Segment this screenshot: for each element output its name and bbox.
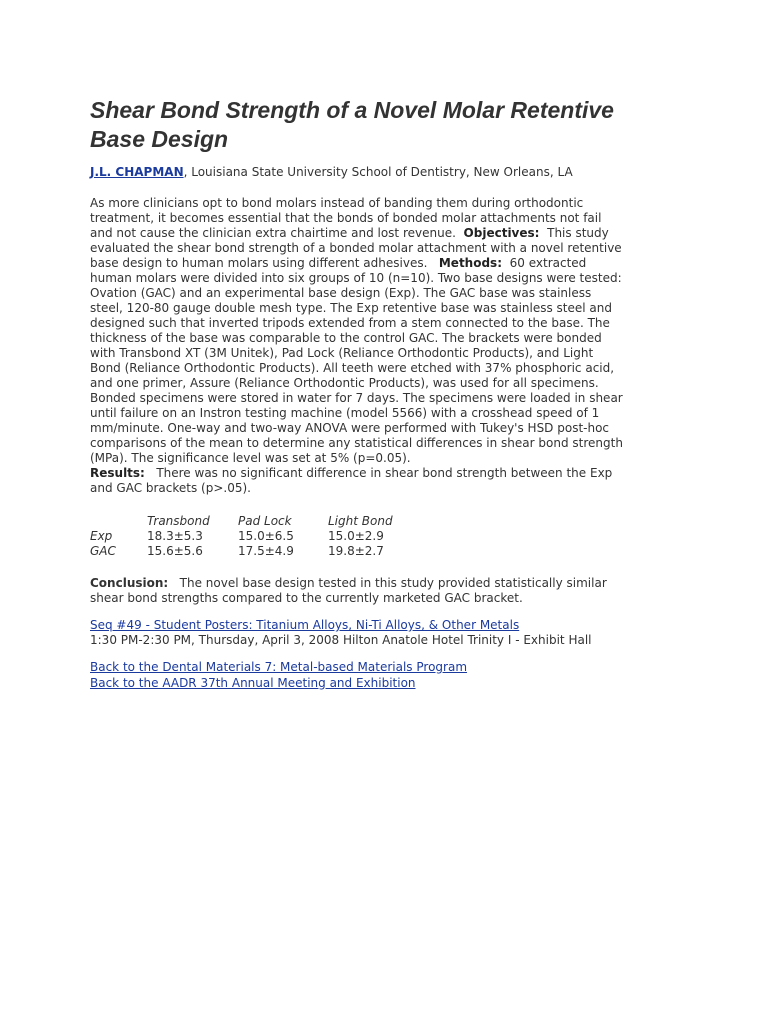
conclusion <box>90 576 626 606</box>
table-header-row <box>90 514 418 529</box>
table-cell: 18.3±5.3 <box>147 529 203 543</box>
session-details: 1:30 PM-2:30 PM, Thursday, April 3, 2008 Hilton Anatole Hotel Trinity I - Exhibit Hall <box>90 633 592 647</box>
row-label: Exp <box>90 529 113 543</box>
author-link[interactable]: J.L. CHAPMAN <box>90 165 184 179</box>
table-cell: 15.0±6.5 <box>238 529 294 543</box>
back-to-meeting-link[interactable]: Back to the AADR 37th Annual Meeting and Exhibition <box>90 676 416 690</box>
results-text: There was no significant difference in shear bond strength between the Exp and GAC brackets (p>.05). <box>90 466 613 495</box>
results-table <box>90 514 418 559</box>
back-to-program-link[interactable]: Back to the Dental Materials 7: Metal-based Materials Program <box>90 660 468 674</box>
table-header: Pad Lock <box>238 514 292 528</box>
table-cell: 19.8±2.7 <box>328 544 384 558</box>
abstract-body <box>90 196 626 496</box>
back-links <box>90 659 467 691</box>
page-title: Shear Bond Strength of a Novel Molar Retentive Base Design <box>90 97 614 152</box>
table-row <box>90 544 418 559</box>
methods-text: 60 extracted human molars were divided into six groups of 10 (n=10). Two base designs were tested: Ovation (GAC) and an experimental base design (Exp). The GAC base was stainless steel, 120-80 gauge double mesh type. The Exp retentive base was stainless steel and designed such that inverted tripods extended from a stem connected to the base. The thickness of the base was comparable to the control GAC. The brackets were bonded with Transbond XT (3M Unitek), Pad Lock (Reliance Orthodontic Products), and Light Bond (Reliance Orthodontic Products). All teeth were etched with 37% phosphoric acid, and one primer, Assure (Reliance Orthodontic Products), was used for all specimens. Bonded specimens were stored in water for 7 days. The specimens were loaded in shear until failure on an Instron testing machine (model 5566) with a crosshead speed of 1 mm/minute. One-way and two-way ANOVA were performed with Tukey's HSD post-hoc comparisons of the mean to determine any statistical differences in shear bond strength (MPa). The significance level was set at 5% (p=0.05). <box>90 256 623 465</box>
conclusion-label: Conclusion: <box>90 576 169 590</box>
table-cell: 17.5±4.9 <box>238 544 294 558</box>
session-info <box>90 618 650 648</box>
table-row <box>90 529 418 544</box>
table-header: Transbond <box>147 514 210 528</box>
objectives-text: This study evaluated the shear bond strength of a bonded molar attachment with a novel retentive base design to human molars using different adhesives. <box>90 226 622 270</box>
author-line <box>90 164 573 180</box>
table-header: Light Bond <box>328 514 393 528</box>
abstract-intro: As more clinicians opt to bond molars instead of banding them during orthodontic treatment, it becomes essential that the bonds of bonded molar attachments not fail and not cause the clinician extra chairtime and lost revenue. <box>90 196 602 240</box>
author-affiliation: , Louisiana State University School of Dentistry, New Orleans, LA <box>183 165 573 179</box>
table-cell: 15.0±2.9 <box>328 529 384 543</box>
session-link[interactable]: Seq #49 - Student Posters: Titanium Alloys, Ni-Ti Alloys, & Other Metals <box>90 618 520 632</box>
conclusion-text: The novel base design tested in this study provided statistically similar shear bond strengths compared to the currently marketed GAC bracket. <box>90 576 607 605</box>
table-corner <box>90 514 147 529</box>
methods-label: Methods: <box>438 256 502 270</box>
table-cell: 15.6±5.6 <box>147 544 203 558</box>
results-label: Results: <box>90 466 145 480</box>
objectives-label: Objectives: <box>463 226 540 240</box>
row-label: GAC <box>90 544 116 558</box>
